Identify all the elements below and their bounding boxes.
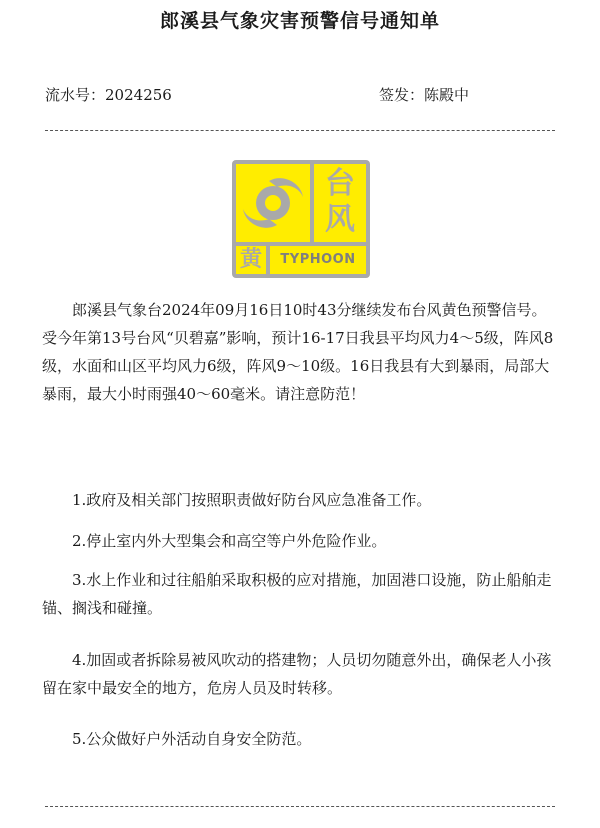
typhoon-yellow-warning-badge [232, 160, 370, 278]
measure-item-3: 3.水上作业和过往船舶采取积极的应对措施，加固港口设施，防止船舶走锚、搁浅和碰撞。 [42, 571, 552, 617]
measure-item-1: 1.政府及相关部门按照职责做好防台风应急准备工作。 [72, 491, 432, 509]
badge-grade: 黄 [236, 246, 266, 274]
signer [379, 84, 469, 105]
serial-label: 流水号： [45, 86, 106, 104]
badge-char-bottom: 风 [325, 202, 355, 237]
measure-item-5: 5.公众做好户外活动自身安全防范。 [72, 730, 312, 748]
top-divider [45, 130, 555, 131]
measure-item-2: 2.停止室内外大型集会和高空等户外危险作业。 [72, 532, 387, 550]
measure-item-4: 4.加固或者拆除易被风吹动的搭建物；人员切勿随意外出，确保老人小孩留在家中最安全的地方，危房人员及时转移。 [42, 651, 552, 697]
serial-value: 2024256 [105, 86, 172, 104]
serial-number [45, 84, 172, 105]
intro-paragraph: 郎溪县气象台2024年09月16日10时43分继续发布台风黄色预警信号。受今年第13号台风“贝碧嘉”影响，预计16-17日我县平均风力4～5级，阵风8级，水面和山区平均风力6级，阵风9～10级。16日我县有大到暴雨，局部大暴雨，最大小时雨强40～60毫米。请注意防范！ [42, 301, 554, 403]
badge-english: TYPHOON [270, 246, 366, 274]
signer-label: 签发： [379, 86, 425, 104]
document-title: 郎溪县气象灾害预警信号通知单 [159, 10, 440, 32]
badge-char-top: 台 [325, 166, 355, 201]
typhoon-characters [314, 164, 366, 242]
bottom-divider [45, 806, 555, 807]
signer-value: 陈殿中 [424, 86, 470, 104]
typhoon-swirl-icon [236, 164, 310, 242]
